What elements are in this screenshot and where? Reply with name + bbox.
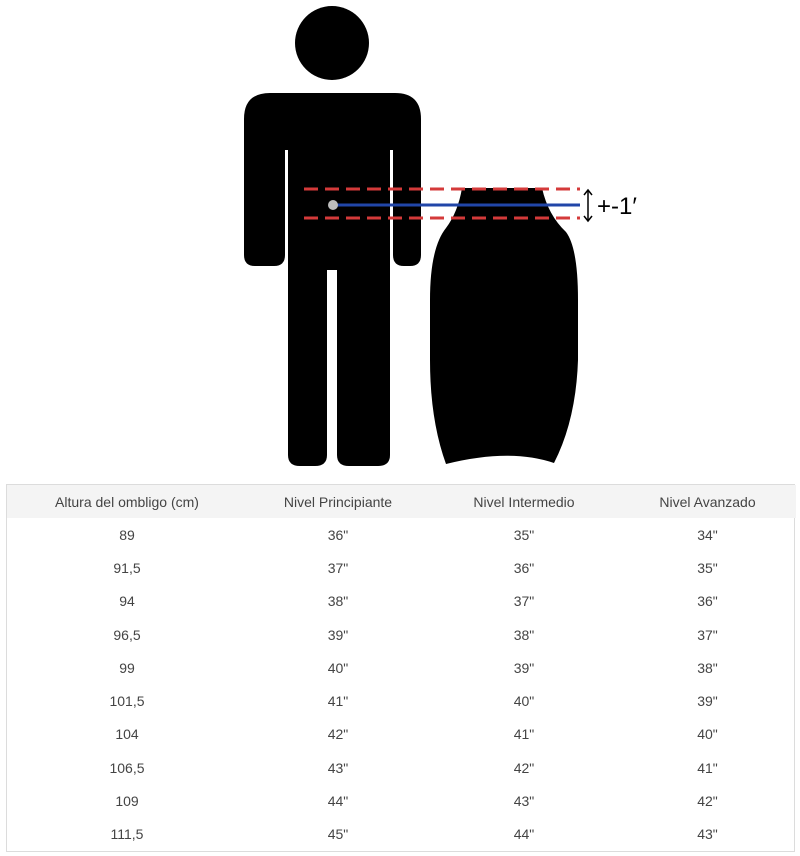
header-intermediate-level: Nivel Intermedio — [473, 493, 575, 510]
intermediate-size-cell: 40" — [513, 693, 535, 710]
advanced-size-cell: 40" — [697, 726, 718, 743]
table-row — [7, 751, 796, 784]
table-row — [7, 585, 796, 618]
table-header-row — [7, 485, 796, 518]
header-advanced-level: Nivel Avanzado — [659, 493, 756, 510]
navel-height-cell: 89 — [119, 526, 135, 543]
header-navel-height: Altura del ombligo (cm) — [55, 493, 199, 510]
size-table — [7, 485, 796, 851]
person-head — [295, 6, 369, 80]
advanced-size-cell: 34" — [697, 526, 718, 543]
beginner-size-cell: 39" — [327, 626, 349, 643]
tolerance-arrow-icon — [584, 190, 592, 221]
navel-marker — [328, 200, 338, 210]
beginner-size-cell: 37" — [327, 559, 349, 576]
advanced-size-cell: 42" — [697, 793, 718, 810]
intermediate-size-cell: 44" — [513, 826, 535, 843]
table-row — [7, 618, 796, 651]
size-table-container — [6, 484, 795, 852]
navel-height-cell: 96,5 — [113, 626, 141, 643]
table-row — [7, 718, 796, 751]
bodyboard-silhouette — [430, 188, 578, 464]
table-row — [7, 684, 796, 717]
intermediate-size-cell: 36" — [513, 559, 535, 576]
navel-height-cell: 106,5 — [109, 759, 145, 776]
advanced-size-cell: 36" — [697, 593, 718, 610]
beginner-size-cell: 40" — [327, 659, 349, 676]
beginner-size-cell: 41" — [327, 693, 349, 710]
intermediate-size-cell: 37" — [513, 593, 535, 610]
table-row — [7, 651, 796, 684]
navel-height-cell: 109 — [115, 793, 139, 810]
navel-height-cell: 111,5 — [110, 826, 144, 843]
table-row — [7, 518, 796, 551]
table-row — [7, 551, 796, 584]
navel-height-cell: 101,5 — [109, 693, 145, 710]
beginner-size-cell: 45" — [327, 826, 349, 843]
person-body — [244, 93, 421, 466]
intermediate-size-cell: 41" — [513, 726, 535, 743]
header-beginner-level: Nivel Principiante — [283, 493, 393, 510]
navel-height-cell: 91,5 — [113, 559, 141, 576]
intermediate-size-cell: 35" — [513, 526, 535, 543]
table-row — [7, 784, 796, 817]
person-silhouette — [244, 6, 421, 466]
advanced-size-cell: 41" — [697, 759, 718, 776]
advanced-size-cell: 38" — [697, 659, 718, 676]
beginner-size-cell: 44" — [327, 793, 349, 810]
intermediate-size-cell: 43" — [513, 793, 535, 810]
intermediate-size-cell: 38" — [513, 626, 535, 643]
navel-height-cell: 104 — [115, 726, 139, 743]
advanced-size-cell: 39" — [697, 693, 718, 710]
navel-height-cell: 94 — [119, 593, 135, 610]
intermediate-size-cell: 39" — [513, 659, 535, 676]
advanced-size-cell: 37" — [697, 626, 718, 643]
intermediate-size-cell: 42" — [513, 759, 535, 776]
beginner-size-cell: 43" — [327, 759, 349, 776]
beginner-size-cell: 36" — [327, 526, 349, 543]
advanced-size-cell: 43" — [697, 826, 718, 843]
beginner-size-cell: 42" — [327, 726, 349, 743]
tolerance-label: +-1′ — [597, 193, 637, 220]
navel-height-cell: 99 — [119, 659, 135, 676]
advanced-size-cell: 35" — [697, 559, 718, 576]
table-row — [7, 818, 796, 851]
beginner-size-cell: 38" — [327, 593, 349, 610]
